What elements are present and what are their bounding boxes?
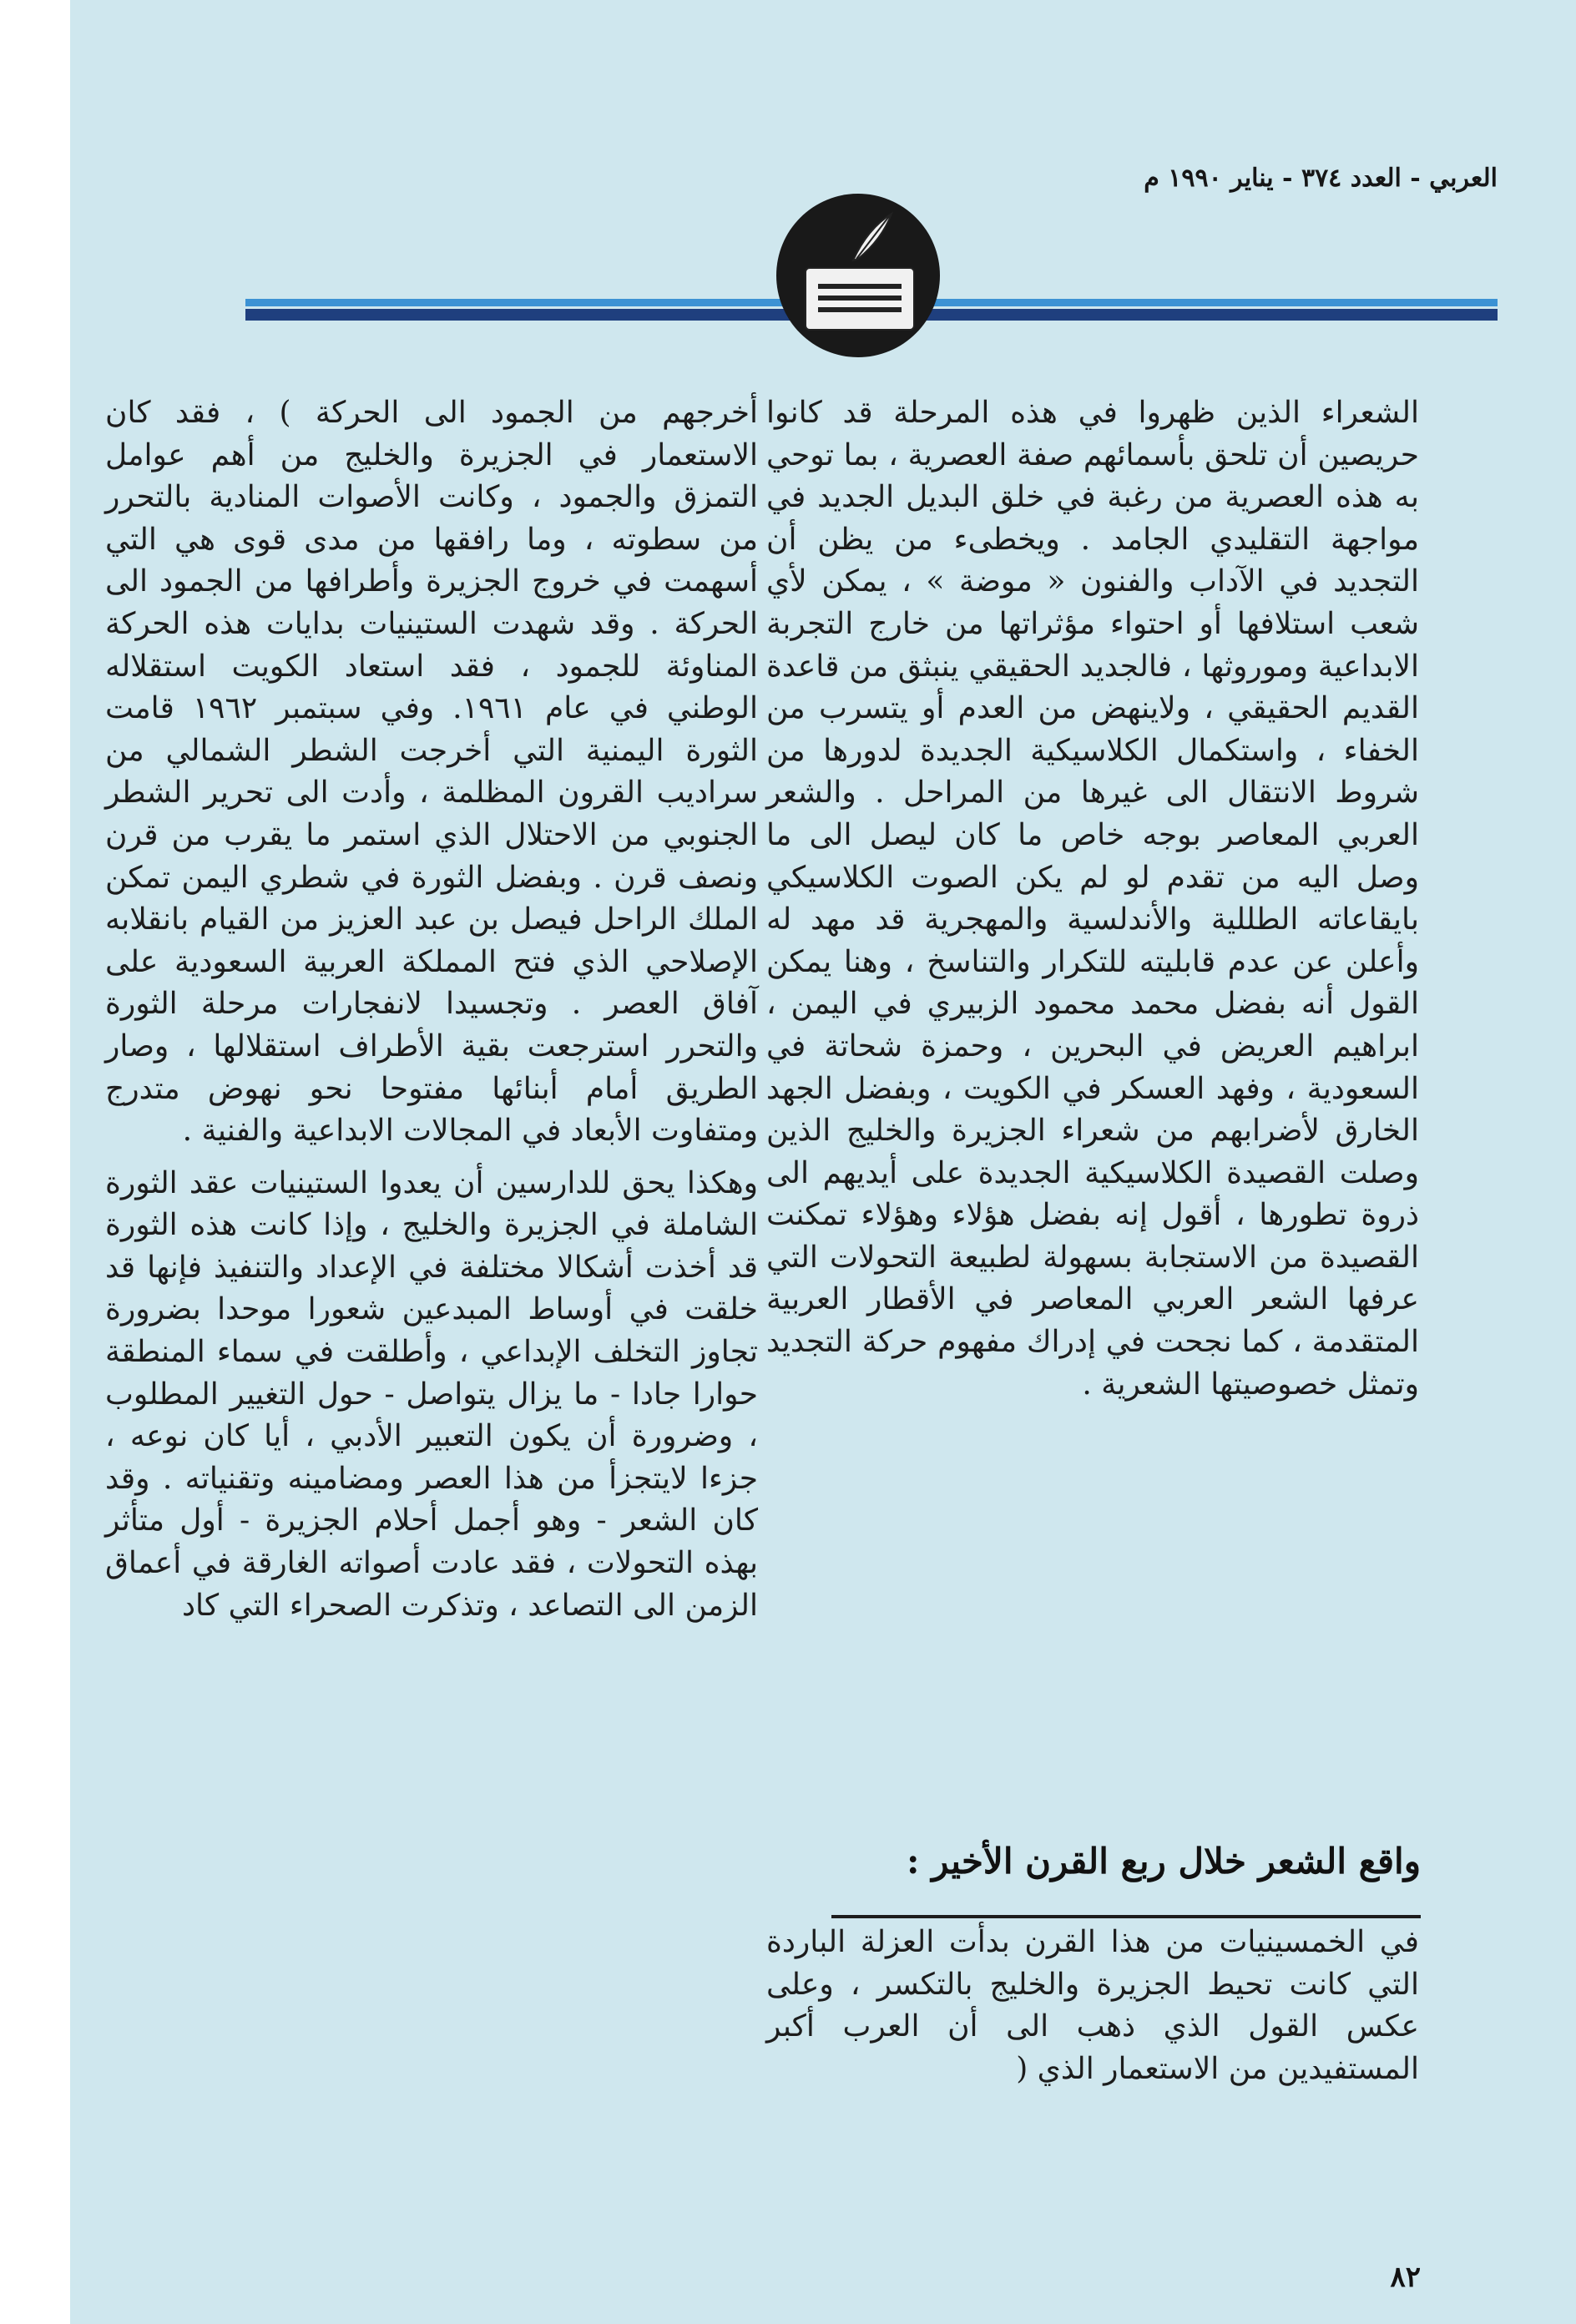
running-header: العربي - العدد ٣٧٤ - يناير ١٩٩٠ م <box>1144 164 1498 193</box>
right-column-tail <box>766 1922 1419 2090</box>
left-column-paragraph-1: أخرجهم من الجمود الى الحركة ) ، فقد كان الاستعمار في الجزيرة والخليج من أهم عوامل التمزق والجمود ، وكانت الأصوات المنادية بالتحرر من سطوته ، وما رافقها من مدى قوى هي التي أسهمت في خروج الجزيرة وأطرافها من الجمود الى الحركة . وقد شهدت الستينيات بدايات هذه الحركة المناوئة للجمود ، فقد استعاد الكويت استقلاله الوطني في عام ١٩٦١. وفي سبتمبر ١٩٦٢ قامت الثورة اليمنية التي أخرجت الشطر الشمالي من سراديب القرون المظلمة ، وأدت الى تحرير الشطر الجنوبي من الاحتلال الذي استمر ما يقرب من قرن ونصف قرن . وبفضل الثورة في شطري اليمن تمكن الملك الراحل فيصل بن عبد العزيز من القيام بانقلابه الإصلاحي الذي فتح المملكة العربية السعودية على آفاق العصر . وتجسيدا لانفجارات مرحلة الثورة والتحرر استرجعت بقية الأطراف استقلالها ، وصار الطريق أمام أبنائها مفتوحا نحو نهوض متدرج ومتفاوت الأبعاد في المجالات الابداعية والفنية . <box>105 396 758 1149</box>
section-heading: واقع الشعر خلال ربع القرن الأخير : <box>906 1841 1421 1882</box>
emblem-label-line <box>818 284 902 289</box>
page-number: ٨٢ <box>1390 2261 1421 2294</box>
right-column-paragraph-2: في الخمسينيات من هذا القرن بدأت العزلة الباردة التي كانت تحيط الجزيرة والخليج بالتكسر ، وعلى عكس القول الذي ذهب الى أن العرب أكبر المستفيدين من الاستعمار الذي ( <box>766 1925 1419 2086</box>
quill-icon <box>846 209 897 267</box>
right-column-paragraph-1: الشعراء الذين ظهروا في هذه المرحلة قد كانوا حريصين أن تلحق بأسمائهم صفة العصرية ، بما توحي به هذه العصرية من رغبة في خلق البديل الجديد في مواجهة التقليدي الجامد . ويخطىء من يظن أن التجديد في الآداب والفنون « موضة » ، يمكن لأي شعب استلافها أو احتواء مؤثراتها من خارج التجربة الابداعية وموروثها ، فالجديد الحقيقي ينبثق من قاعدة القديم الحقيقي ، ولاينهض من العدم أو يتسرب من الخفاء ، واستكمال الكلاسيكية الجديدة لدورها من شروط الانتقال الى غيرها من المراحل . والشعر العربي المعاصر بوجه خاص ما كان ليصل الى ما وصل اليه من تقدم لو لم يكن الصوت الكلاسيكي بايقاعاته الطللية والأندلسية والمهجرية قد مهد له وأعلن عن عدم قابليته للتكرار والتناسخ ، وهنا يمكن القول أنه بفضل محمد محمود الزبيري في اليمن ، ابراهيم العريض في البحرين ، وحمزة شحاتة في السعودية ، وفهد العسكر في الكويت ، وبفضل الجهد الخارق لأضرابهم من شعراء الجزيرة والخليج الذين وصلت القصيدة الكلاسيكية الجديدة على أيديهم الى ذروة تطورها ، أقول إنه بفضل هؤلاء وهؤلاء تمكنت القصيدة من الاستجابة بسهولة لطبيعة التحولات التي عرفها الشعر العربي المعاصر في الأقطار العربية المتقدمة ، كما نجحت في إدراك مفهوم حركة التجديد وتمثل خصوصيتها الشعرية . <box>766 396 1419 1402</box>
emblem-label-card <box>805 267 915 331</box>
section-heading-rule <box>831 1915 1421 1918</box>
left-column-paragraph-2: وهكذا يحق للدارسين أن يعدوا الستينيات عقد الثورة الشاملة في الجزيرة والخليج ، وإذا كانت هذه الثورة قد أخذت أشكالا مختلفة في الإعداد والتنفيذ فإنها قد خلقت في أوساط المبدعين شعورا موحدا بضرورة تجاوز التخلف الإبداعي ، وأطلقت في سماء المنطقة حوارا جادا - ما يزال يتواصل - حول التغيير المطلوب ، وضرورة أن يكون التعبير الأدبي ، أيا كان نوعه ، جزءا لايتجزأ من هذا العصر ومضامينه وتقنياته . وقد كان الشعر - وهو أجمل أحلام الجزيرة - أول متأثر بهذه التحولات ، فقد عادت أصواته الغارقة في أعماق الزمن الى التصاعد ، وتذكرت الصحراء التي كاد <box>105 1165 758 1623</box>
right-column <box>766 392 1419 1406</box>
left-column <box>105 392 758 1627</box>
emblem-label-line <box>818 307 902 312</box>
emblem-label-line <box>818 296 902 301</box>
